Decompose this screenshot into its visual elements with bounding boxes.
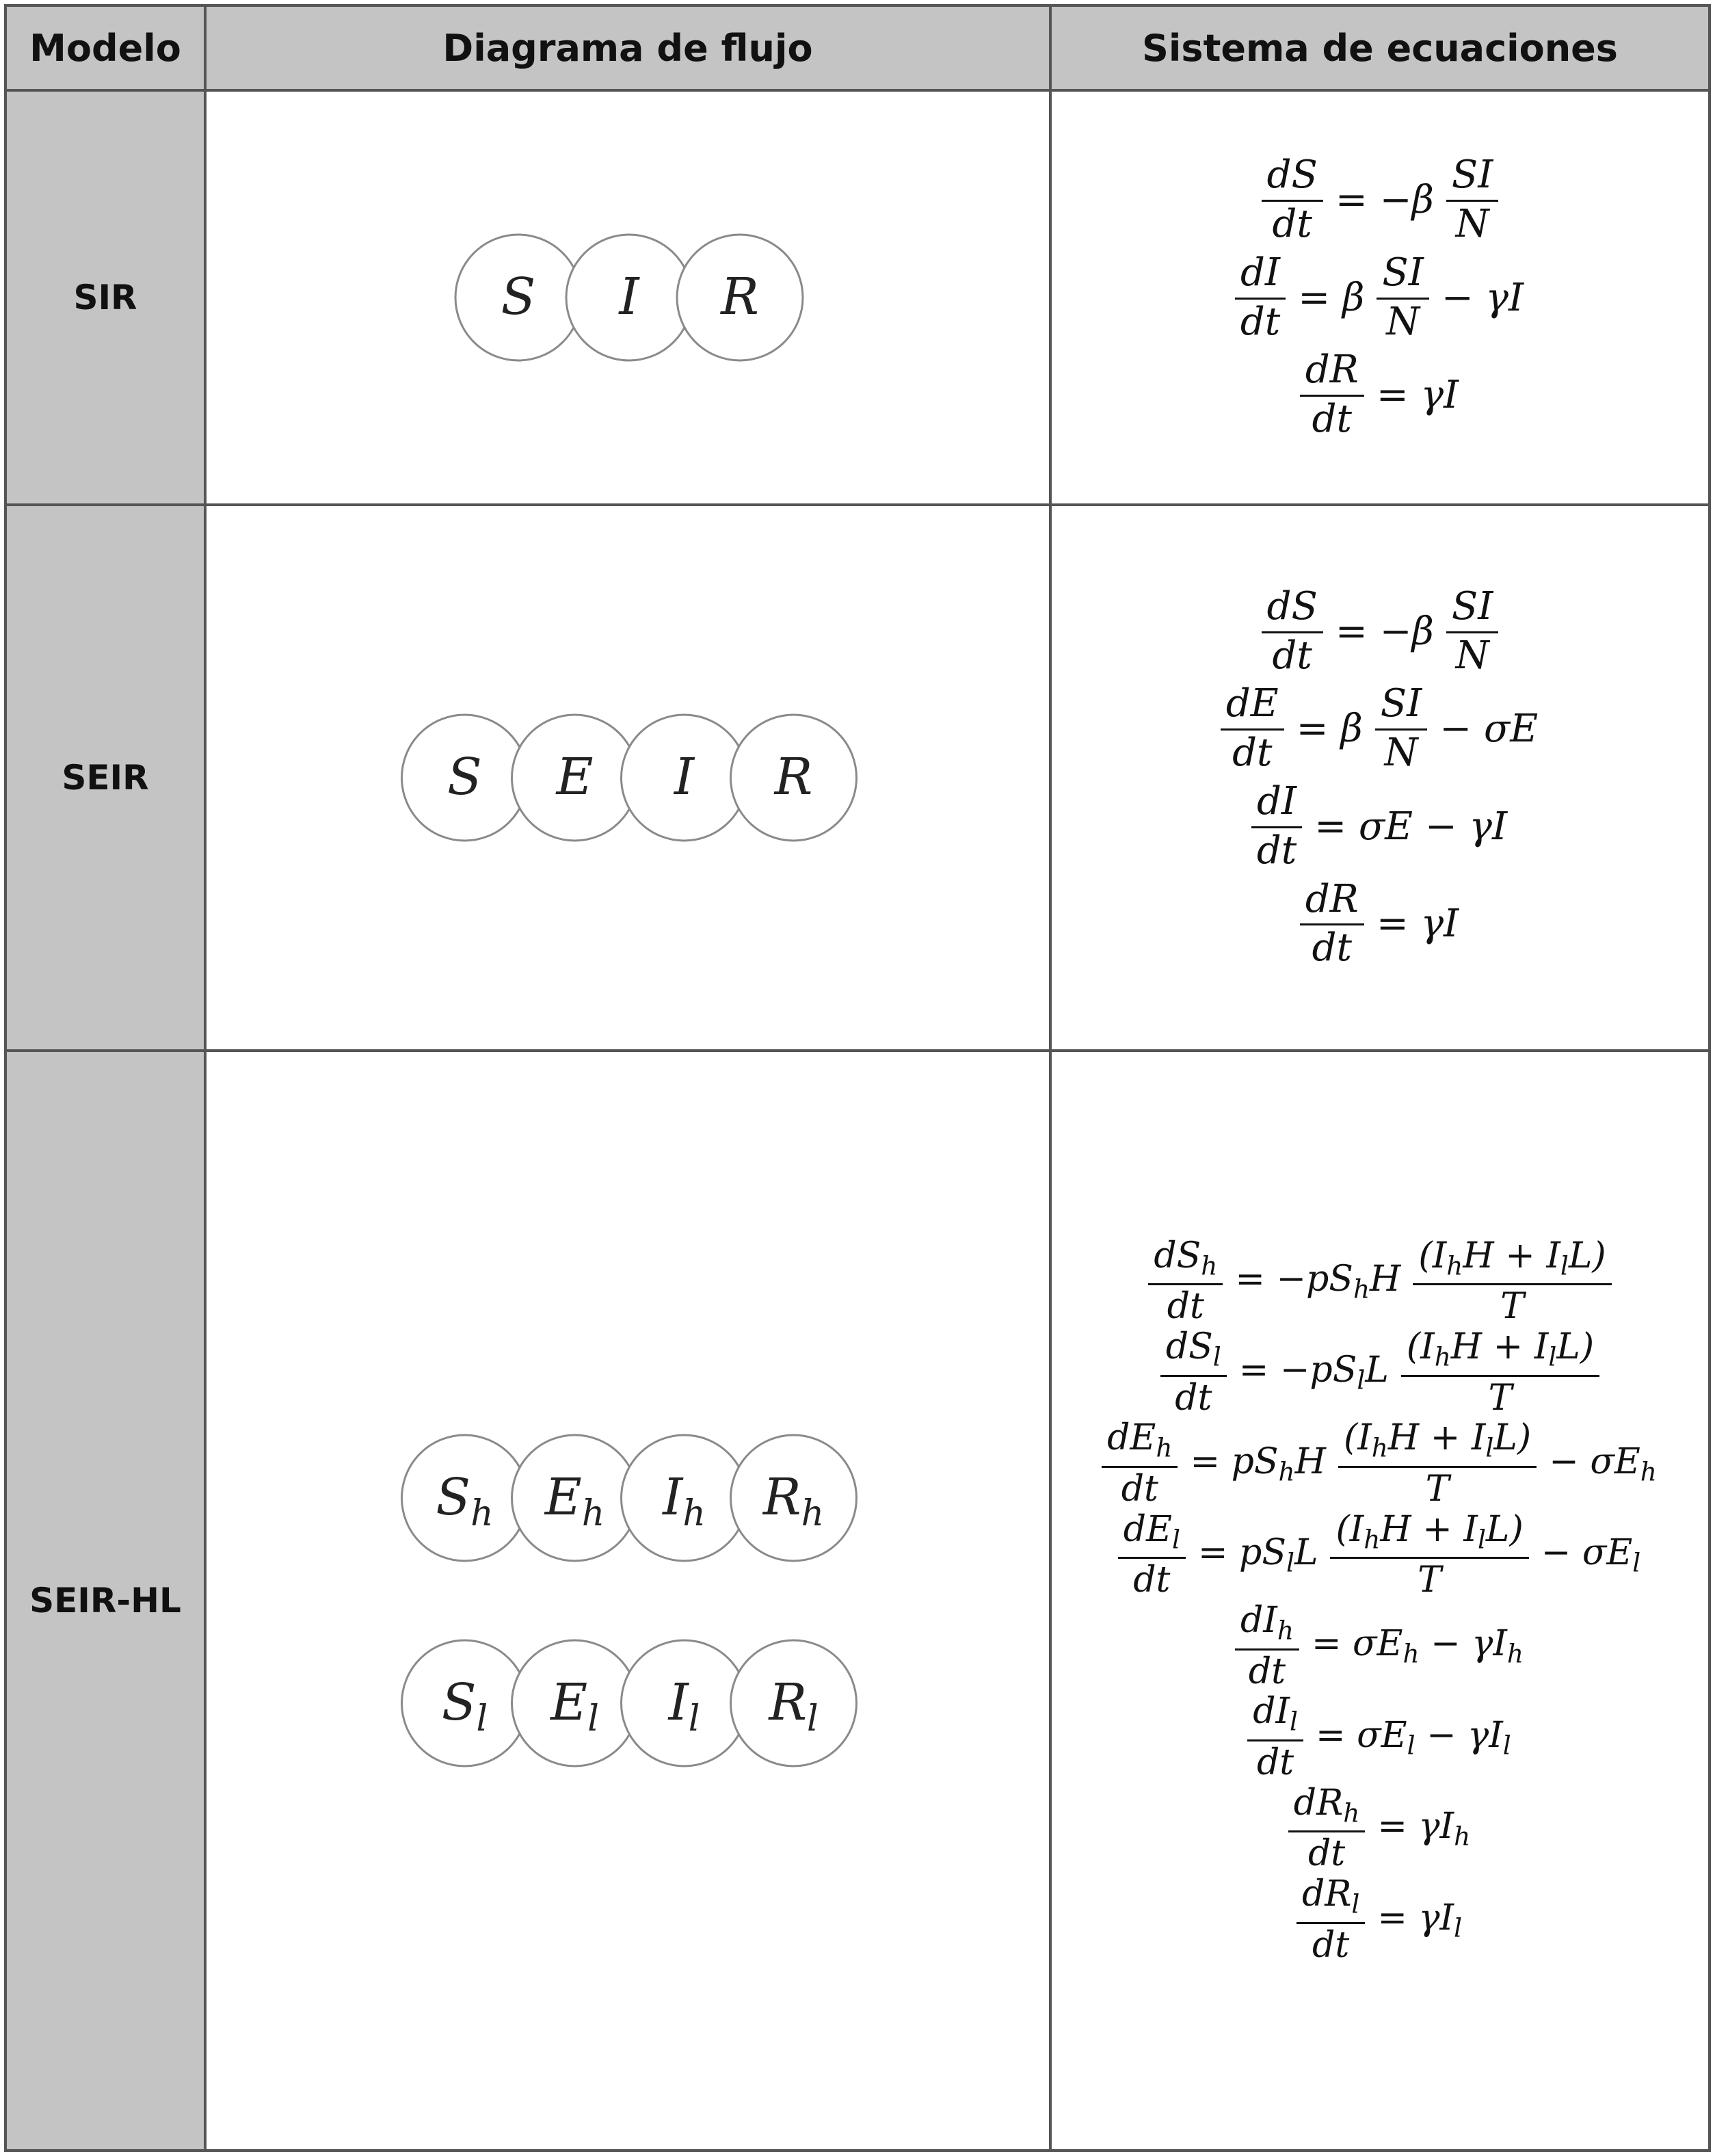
diagram-seir [205,505,1050,1051]
term-fraction [1446,583,1498,678]
compartment-label: S [447,748,482,806]
equation [1283,1782,1477,1875]
compartment-label: $I_l$ [668,1673,700,1739]
fraction-numerator: SI [1380,681,1422,726]
equation [1294,347,1465,442]
equation-term: = $\gamma I_h$ [1377,1806,1471,1852]
fraction-denominator: dt [1300,395,1364,440]
fraction-denominator: dt [1221,728,1284,774]
compartment-node [402,715,528,841]
fraction-numerator: $dE_l$ [1123,1508,1180,1555]
compartment-node [677,235,803,360]
derivative-fraction [1148,1237,1223,1326]
fraction-numerator: dE [1225,681,1279,726]
derivative-fraction [1235,1602,1299,1690]
fraction-denominator: dt [1297,1922,1365,1964]
header-row [5,5,1710,90]
compartment-node [622,1640,747,1766]
fraction-denominator: dt [1288,1830,1366,1873]
equation-list-seir-hl [1052,1236,1708,1966]
header-diagram: Diagrama de flujo [205,5,1050,90]
equation [1096,1419,1664,1508]
equation [1246,779,1514,873]
derivative-fraction [1262,583,1323,678]
compartment-label: $S_l$ [441,1673,488,1739]
compartment-node [512,1640,638,1766]
fraction-denominator: dt [1300,923,1364,969]
compartment-node [622,1435,747,1561]
compartment-label: I [674,748,695,806]
equation [1242,1691,1518,1784]
equation-term: − $\sigma E_h$ [1549,1441,1657,1487]
equation-term: = $\sigma E_h - \gamma I_h$ [1311,1623,1524,1669]
term-fraction [1330,1508,1528,1601]
fraction-denominator: dt [1235,298,1286,343]
equation-term: = $pS_lL$ [1197,1532,1318,1578]
equation-term: = $-pS_lL$ [1238,1350,1389,1395]
equation-term: = $\gamma I_l$ [1377,1897,1463,1943]
term-fraction [1401,1328,1599,1417]
compartment-label: S [501,267,536,326]
equation-term: − $\sigma E_l$ [1541,1532,1641,1578]
equation-term: = γI [1376,902,1459,947]
term-fraction [1446,155,1498,245]
compartment-node [512,1435,638,1561]
compartment-label: I [619,267,639,326]
fraction-numerator: $dS_h$ [1154,1235,1218,1281]
equation-term: = $\sigma E_l - \gamma I_l$ [1316,1714,1511,1761]
fraction-numerator: SI [1451,583,1493,629]
fraction-numerator: $(I_hH + I_lL)$ [1406,1326,1595,1372]
derivative-fraction [1251,779,1302,873]
derivative-fraction [1262,155,1323,245]
model-name-seir-hl: SEIR-HL [5,1051,205,2151]
flow-diagram-sir [207,195,1052,400]
derivative-fraction [1297,1876,1365,1964]
fraction-numerator: $(I_hH + I_lL)$ [1343,1417,1532,1463]
fraction-numerator: $(I_hH + I_lL)$ [1335,1508,1524,1555]
equation [1229,250,1530,344]
equation-term: − σE [1439,707,1539,752]
derivative-fraction [1221,681,1284,776]
fraction-denominator: T [1330,1557,1528,1599]
equations-seir-hl [1050,1051,1710,2151]
fraction-denominator: N [1446,631,1498,676]
fraction-denominator: dt [1262,631,1323,676]
diagram-sir [205,90,1050,505]
compartment-label: $S_h$ [436,1468,494,1534]
compartment-label: R [721,267,759,326]
header-equations: Sistema de ecuaciones [1050,5,1710,90]
equation-term: = $pS_hH$ [1190,1441,1326,1487]
fraction-denominator: dt [1235,1648,1299,1691]
derivative-fraction [1247,1691,1303,1784]
row-seir [5,505,1710,1051]
fraction-denominator: dt [1102,1466,1178,1508]
fraction-denominator: dt [1118,1557,1186,1599]
equation-list-sir [1052,151,1708,444]
fraction-denominator: dt [1160,1375,1227,1417]
header-model: Modelo [5,5,205,90]
equations-sir [1050,90,1710,505]
fraction-numerator: dS [1266,153,1318,198]
equation-term: − γI [1441,275,1524,320]
equation [1256,155,1504,245]
fraction-denominator: T [1401,1375,1599,1417]
fraction-numerator: SI [1382,250,1424,295]
diagram-seir-hl [205,1051,1050,2151]
fraction-denominator: N [1375,728,1427,774]
compartment-label: $R_l$ [769,1673,819,1739]
term-fraction [1377,250,1428,344]
fraction-numerator: $dR_h$ [1293,1782,1360,1828]
row-seir-hl [5,1051,1710,2151]
equation-term: = $-pS_hH$ [1235,1259,1401,1304]
fraction-numerator: $dI_h$ [1240,1600,1294,1646]
equation-term: = −β [1335,177,1434,222]
derivative-fraction [1118,1508,1186,1601]
fraction-numerator: dI [1240,250,1281,295]
term-fraction [1338,1419,1537,1508]
compartment-node [402,1640,528,1766]
fraction-denominator: N [1377,298,1428,343]
equation-term: = γI [1376,373,1459,418]
equations-seir [1050,505,1710,1051]
fraction-denominator: dt [1251,826,1302,871]
equation [1256,583,1504,678]
compartment-label: $R_h$ [762,1468,825,1534]
equation [1229,1602,1530,1690]
term-fraction [1413,1237,1611,1326]
compartment-node [731,1435,857,1561]
fraction-denominator: T [1413,1283,1611,1326]
equation-term: = β [1298,275,1365,320]
compartment-label: $E_h$ [544,1468,605,1534]
compartment-node [402,1435,528,1561]
compartment-label: $I_h$ [663,1468,706,1534]
equation [1155,1328,1605,1417]
equation [1215,681,1545,776]
fraction-numerator: $dE_h$ [1107,1417,1173,1463]
equation-term: = −β [1335,609,1434,654]
fraction-denominator: dt [1148,1283,1223,1326]
compartment-node [512,715,638,841]
equation-term: = β [1296,707,1363,752]
equation-list-seir [1052,583,1708,973]
fraction-denominator: T [1338,1466,1537,1508]
flow-diagram-seir [207,675,1052,880]
fraction-numerator: dS [1266,583,1318,629]
fraction-numerator: $(I_hH + I_lL)$ [1418,1235,1606,1281]
fraction-numerator: dR [1305,876,1359,921]
fraction-numerator: dR [1305,347,1359,393]
derivative-fraction [1102,1419,1178,1508]
derivative-fraction [1300,876,1364,971]
compartment-label: $E_l$ [550,1673,599,1739]
equation [1143,1237,1617,1326]
fraction-numerator: $dI_l$ [1253,1691,1299,1737]
compartment-label: E [556,748,594,806]
equation [1291,1876,1469,1964]
model-name-sir: SIR [5,90,205,505]
flow-diagram-seir-hl [207,1423,1052,1778]
compartment-node [731,715,857,841]
derivative-fraction [1235,250,1286,344]
models-table [4,4,1711,2152]
compartment-node [622,715,747,841]
fraction-denominator: N [1446,200,1498,245]
term-fraction [1375,681,1427,776]
fraction-numerator: $dR_l$ [1301,1874,1360,1919]
compartment-node [455,235,581,360]
derivative-fraction [1300,347,1364,442]
derivative-fraction [1160,1328,1227,1417]
model-name-seir: SEIR [5,505,205,1051]
compartment-node [731,1640,857,1766]
row-sir [5,90,1710,505]
compartment-label: R [774,748,813,806]
equation [1294,876,1465,971]
fraction-numerator: dI [1257,779,1297,824]
fraction-denominator: dt [1247,1739,1303,1782]
equation [1113,1508,1648,1601]
derivative-fraction [1288,1782,1366,1875]
fraction-numerator: $dS_l$ [1165,1326,1221,1372]
compartment-node [566,235,692,360]
equation-term: = σE − γI [1314,804,1508,849]
fraction-numerator: SI [1451,153,1493,198]
fraction-denominator: dt [1262,200,1323,245]
